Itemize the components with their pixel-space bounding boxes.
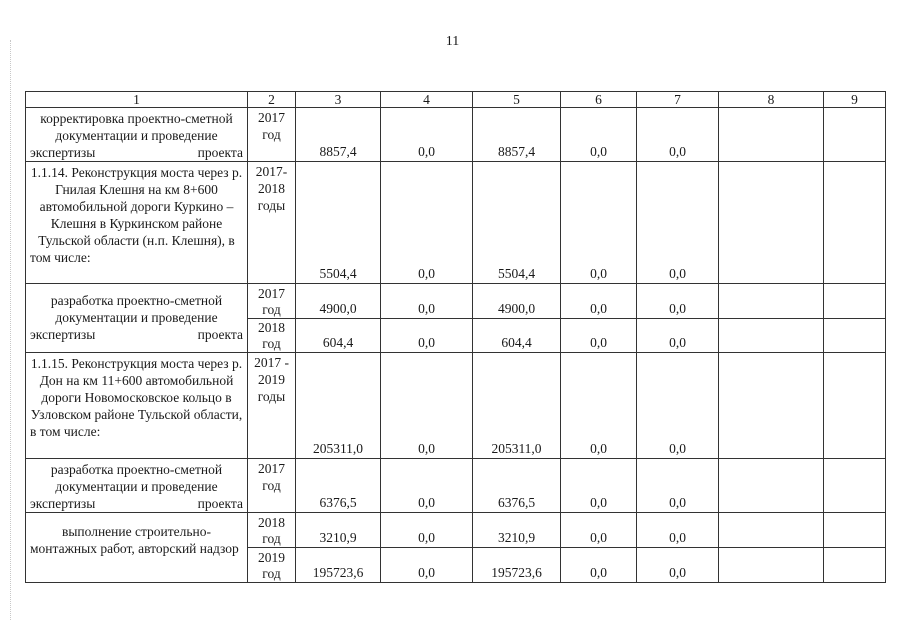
table-row	[26, 513, 886, 548]
header-cell-6: 6	[561, 92, 637, 108]
cell-col7: 0,0	[637, 319, 719, 353]
cell-col7: 0,0	[637, 459, 719, 513]
page-number: 11	[445, 34, 460, 49]
table-row	[26, 162, 886, 284]
cell-col8	[719, 353, 824, 459]
cell-col7: 0,0	[637, 162, 719, 284]
row-description: 1.1.14. Реконструкция моста через р. Гнилая Клешня на км 8+600 автомобильной дороги Куркино – Клешня в Куркинском районе Тульской области (н.п. Клешня), в том числе:	[26, 162, 248, 284]
cell-col9	[824, 513, 886, 548]
table-header-row	[26, 92, 886, 108]
cell-col9	[824, 548, 886, 583]
row-period: 2019 год	[248, 548, 296, 583]
cell-col6: 0,0	[561, 162, 637, 284]
cell-col4: 0,0	[381, 459, 473, 513]
row-period: 2017 год	[248, 459, 296, 513]
row-period: 2017-2018 годы	[248, 162, 296, 284]
row-period: 2018 год	[248, 319, 296, 353]
header-cell-4: 4	[381, 92, 473, 108]
header-cell-7: 7	[637, 92, 719, 108]
cell-col6: 0,0	[561, 548, 637, 583]
cell-col8	[719, 513, 824, 548]
header-cell-5: 5	[473, 92, 561, 108]
cell-col5: 195723,6	[473, 548, 561, 583]
row-description: выполнение строительно-монтажных работ, авторский надзор	[26, 513, 248, 583]
cell-col4: 0,0	[381, 162, 473, 284]
cell-col8	[719, 548, 824, 583]
cell-col4: 0,0	[381, 108, 473, 162]
cell-col8	[719, 284, 824, 319]
row-description: корректировка проектно-сметной документации и проведение экспертизы проекта	[26, 108, 248, 162]
header-cell-3: 3	[296, 92, 381, 108]
cell-col7: 0,0	[637, 548, 719, 583]
cell-col6: 0,0	[561, 319, 637, 353]
cell-col9	[824, 108, 886, 162]
row-description: разработка проектно-сметной документации и проведение экспертизы проекта	[26, 284, 248, 353]
cell-col5: 8857,4	[473, 108, 561, 162]
cell-col5: 205311,0	[473, 353, 561, 459]
cell-col5: 5504,4	[473, 162, 561, 284]
row-period: 2017 год	[248, 108, 296, 162]
header-cell-2: 2	[248, 92, 296, 108]
cell-col3: 3210,9	[296, 513, 381, 548]
cell-col3: 6376,5	[296, 459, 381, 513]
cell-col6: 0,0	[561, 459, 637, 513]
cell-col6: 0,0	[561, 513, 637, 548]
cell-col8	[719, 162, 824, 284]
cell-col7: 0,0	[637, 108, 719, 162]
cell-col7: 0,0	[637, 513, 719, 548]
cell-col5: 4900,0	[473, 284, 561, 319]
cell-col3: 4900,0	[296, 284, 381, 319]
cell-col4: 0,0	[381, 548, 473, 583]
header-cell-8: 8	[719, 92, 824, 108]
cell-col3: 8857,4	[296, 108, 381, 162]
cell-col9	[824, 353, 886, 459]
row-period: 2017 год	[248, 284, 296, 319]
cell-col5: 604,4	[473, 319, 561, 353]
cell-col8	[719, 108, 824, 162]
cell-col4: 0,0	[381, 353, 473, 459]
cell-col9	[824, 319, 886, 353]
cell-col5: 3210,9	[473, 513, 561, 548]
cell-col3: 195723,6	[296, 548, 381, 583]
cell-col3: 205311,0	[296, 353, 381, 459]
cell-col9	[824, 459, 886, 513]
cell-col4: 0,0	[381, 513, 473, 548]
margin-dotted-line	[10, 40, 11, 620]
cell-col8	[719, 459, 824, 513]
cell-col7: 0,0	[637, 284, 719, 319]
cell-col8	[719, 319, 824, 353]
cell-col6: 0,0	[561, 108, 637, 162]
table-row	[26, 284, 886, 319]
header-cell-1: 1	[26, 92, 248, 108]
cell-col9	[824, 162, 886, 284]
cell-col4: 0,0	[381, 319, 473, 353]
table-row	[26, 353, 886, 459]
table-row	[26, 459, 886, 513]
row-period: 2017 - 2019 годы	[248, 353, 296, 459]
row-description: разработка проектно-сметной документации и проведение экспертизы проекта	[26, 459, 248, 513]
cell-col3: 604,4	[296, 319, 381, 353]
row-description: 1.1.15. Реконструкция моста через р. Дон на км 11+600 автомобильной дороги Новомосковское кольцо в Узловском районе Тульской области, в том числе:	[26, 353, 248, 459]
cell-col5: 6376,5	[473, 459, 561, 513]
cell-col6: 0,0	[561, 353, 637, 459]
cell-col7: 0,0	[637, 353, 719, 459]
budget-table	[25, 91, 886, 583]
cell-col3: 5504,4	[296, 162, 381, 284]
cell-col4: 0,0	[381, 284, 473, 319]
table-row	[26, 108, 886, 162]
header-cell-9: 9	[824, 92, 886, 108]
row-period: 2018 год	[248, 513, 296, 548]
cell-col9	[824, 284, 886, 319]
cell-col6: 0,0	[561, 284, 637, 319]
